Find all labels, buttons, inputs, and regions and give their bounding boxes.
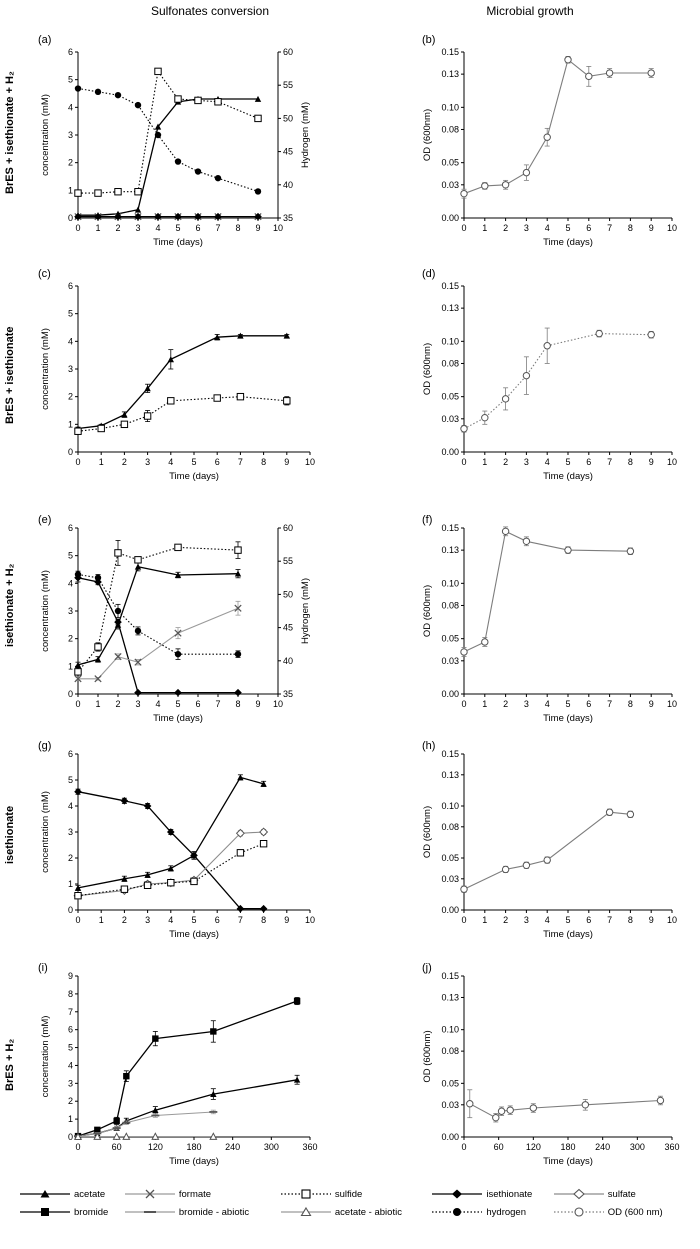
svg-text:0.10: 0.10 [441, 102, 459, 113]
svg-text:7: 7 [607, 699, 613, 709]
svg-text:3: 3 [67, 1078, 73, 1089]
svg-text:8: 8 [235, 699, 241, 709]
row-label-3: isethionate [4, 805, 16, 865]
svg-text:Time (days): Time (days) [153, 237, 203, 248]
svg-text:Time (days): Time (days) [169, 929, 219, 940]
row-label-0: BrES + isethionate + H₂ [4, 71, 16, 195]
svg-text:7: 7 [215, 223, 221, 233]
svg-text:0.08: 0.08 [441, 124, 459, 135]
svg-text:6: 6 [214, 915, 220, 925]
svg-text:8: 8 [261, 915, 267, 925]
svg-text:concentration (mM): concentration (mM) [40, 791, 51, 873]
svg-text:55: 55 [283, 556, 294, 567]
svg-text:60: 60 [493, 1142, 504, 1152]
svg-text:0: 0 [75, 223, 81, 233]
svg-text:0: 0 [67, 1132, 73, 1142]
svg-text:0.10: 0.10 [441, 801, 459, 811]
legend-symbol-isethionate [430, 1185, 486, 1203]
svg-text:60: 60 [283, 47, 294, 57]
svg-text:50: 50 [283, 589, 294, 600]
svg-text:concentration (mM): concentration (mM) [40, 328, 51, 410]
svg-text:0.00: 0.00 [441, 689, 459, 699]
legend-label-acetate: acetate [74, 1188, 106, 1200]
legend-label-formate: formate [178, 1188, 212, 1200]
svg-text:0: 0 [75, 1142, 81, 1152]
svg-text:0: 0 [75, 699, 81, 709]
legend-symbol-bromide [18, 1203, 74, 1221]
svg-text:2: 2 [67, 391, 73, 402]
svg-text:180: 180 [560, 1142, 576, 1152]
svg-text:0.05: 0.05 [441, 853, 459, 863]
svg-text:1: 1 [98, 915, 104, 925]
svg-text:0: 0 [461, 457, 467, 467]
legend-label-isethionate: isethionate [486, 1188, 533, 1200]
svg-text:300: 300 [263, 1142, 279, 1152]
svg-text:10: 10 [272, 699, 284, 709]
svg-text:Time (days): Time (days) [543, 929, 593, 940]
svg-text:0: 0 [461, 915, 467, 925]
svg-text:5: 5 [191, 457, 197, 467]
svg-text:40: 40 [283, 179, 294, 190]
svg-text:55: 55 [283, 80, 294, 91]
svg-text:9: 9 [67, 971, 73, 981]
legend-label-sulfide: sulfide [334, 1188, 363, 1200]
svg-text:OD (600nm): OD (600nm) [422, 108, 433, 162]
svg-text:360: 360 [302, 1142, 318, 1152]
row-label-1: BrES + isethionate [4, 326, 16, 424]
svg-text:1: 1 [98, 457, 104, 467]
svg-text:0.03: 0.03 [441, 413, 459, 424]
svg-text:6: 6 [586, 699, 592, 709]
chart-panel-b [418, 42, 686, 252]
row-label-4: BrES + H₂ [4, 1038, 16, 1092]
panel-letter-j: (j) [422, 962, 432, 974]
svg-text:2: 2 [67, 1096, 73, 1107]
svg-text:Hydrogen (mM): Hydrogen (mM) [300, 578, 311, 644]
svg-text:5: 5 [67, 308, 73, 319]
svg-text:0.13: 0.13 [441, 992, 459, 1003]
legend-symbol-acetate-abiotic [279, 1203, 335, 1221]
legend-label-hydrogen: hydrogen [486, 1206, 526, 1218]
svg-text:2: 2 [503, 699, 509, 709]
svg-text:10: 10 [666, 223, 678, 233]
svg-text:Time (days): Time (days) [169, 471, 219, 482]
svg-text:6: 6 [67, 523, 73, 533]
svg-text:2: 2 [115, 223, 121, 233]
svg-text:360: 360 [664, 1142, 680, 1152]
svg-text:0.10: 0.10 [441, 1024, 459, 1035]
svg-text:6: 6 [214, 457, 220, 467]
chart-panel-g [34, 744, 324, 944]
panel-letter-b: (b) [422, 34, 436, 46]
svg-text:3: 3 [145, 457, 151, 467]
svg-text:4: 4 [67, 801, 73, 811]
svg-text:0: 0 [461, 1142, 467, 1152]
svg-text:50: 50 [283, 113, 294, 124]
svg-text:40: 40 [283, 655, 294, 666]
svg-text:0.05: 0.05 [441, 633, 459, 644]
svg-text:0: 0 [67, 905, 73, 915]
svg-text:2: 2 [67, 157, 73, 168]
svg-text:5: 5 [565, 457, 571, 467]
column-title-left: Sulfonates conversion [150, 4, 270, 18]
svg-text:8: 8 [627, 223, 633, 233]
svg-text:8: 8 [235, 223, 241, 233]
svg-text:0.00: 0.00 [441, 905, 459, 915]
svg-text:4: 4 [544, 915, 550, 925]
svg-text:2: 2 [121, 915, 127, 925]
svg-text:7: 7 [607, 915, 613, 925]
svg-text:1: 1 [95, 223, 101, 233]
svg-text:3: 3 [523, 915, 529, 925]
svg-text:8: 8 [261, 457, 267, 467]
chart-panel-h [418, 744, 686, 944]
svg-text:0.08: 0.08 [441, 358, 459, 369]
svg-text:6: 6 [67, 1024, 73, 1035]
panel-letter-d: (d) [422, 268, 436, 280]
svg-text:5: 5 [67, 550, 73, 561]
svg-text:120: 120 [147, 1142, 163, 1152]
svg-text:0.00: 0.00 [441, 447, 459, 457]
panel-letter-e: (e) [38, 514, 52, 526]
svg-text:0: 0 [461, 699, 467, 709]
svg-text:5: 5 [175, 223, 181, 233]
svg-text:0.03: 0.03 [441, 1099, 459, 1110]
svg-text:45: 45 [283, 146, 294, 157]
svg-text:Hydrogen (mM): Hydrogen (mM) [300, 102, 311, 168]
svg-text:1: 1 [67, 1114, 73, 1125]
svg-text:7: 7 [607, 457, 613, 467]
svg-text:0.05: 0.05 [441, 157, 459, 168]
svg-text:0.13: 0.13 [441, 303, 459, 314]
panel-letter-a: (a) [38, 34, 52, 46]
chart-panel-d [418, 276, 686, 486]
svg-text:5: 5 [565, 699, 571, 709]
svg-text:3: 3 [67, 130, 73, 140]
svg-text:4: 4 [67, 578, 73, 589]
svg-text:1: 1 [67, 879, 73, 889]
svg-text:9: 9 [284, 457, 290, 467]
legend-label-acetate-abiotic: acetate - abiotic [334, 1206, 402, 1218]
svg-text:0.08: 0.08 [441, 821, 459, 832]
svg-text:60: 60 [283, 523, 294, 533]
svg-text:7: 7 [237, 457, 243, 467]
legend-label-sulfate: sulfate [607, 1188, 636, 1200]
svg-text:10: 10 [666, 457, 678, 467]
svg-text:60: 60 [111, 1142, 122, 1152]
svg-text:Time (days): Time (days) [169, 1156, 219, 1167]
svg-text:0: 0 [67, 213, 73, 223]
legend-label-od: OD (600 nm) [607, 1206, 663, 1218]
svg-text:10: 10 [666, 699, 678, 709]
svg-text:2: 2 [503, 223, 509, 233]
svg-text:2: 2 [67, 853, 73, 863]
svg-text:6: 6 [67, 47, 73, 57]
svg-text:6: 6 [195, 699, 201, 709]
svg-text:6: 6 [67, 749, 73, 759]
svg-text:5: 5 [67, 1042, 73, 1053]
svg-text:6: 6 [195, 223, 201, 233]
chart-panel-f [418, 518, 686, 728]
svg-text:Time (days): Time (days) [543, 1156, 593, 1167]
svg-text:9: 9 [648, 223, 654, 233]
svg-text:9: 9 [255, 699, 261, 709]
svg-text:240: 240 [225, 1142, 241, 1152]
svg-text:8: 8 [627, 457, 633, 467]
svg-text:7: 7 [215, 699, 221, 709]
svg-text:OD (600nm): OD (600nm) [422, 584, 433, 638]
svg-text:0.08: 0.08 [441, 600, 459, 611]
legend-symbol-sulfide [279, 1185, 335, 1203]
svg-text:Time (days): Time (days) [153, 713, 203, 724]
panel-letter-g: (g) [38, 740, 52, 752]
svg-text:8: 8 [67, 988, 73, 999]
svg-text:9: 9 [648, 699, 654, 709]
svg-text:10: 10 [304, 457, 316, 467]
panel-letter-i: (i) [38, 962, 48, 974]
svg-text:3: 3 [67, 364, 73, 374]
svg-text:0.00: 0.00 [441, 1132, 459, 1142]
svg-text:2: 2 [115, 699, 121, 709]
svg-text:9: 9 [648, 915, 654, 925]
svg-text:2: 2 [503, 457, 509, 467]
legend-symbol-sulfate [552, 1185, 608, 1203]
svg-text:5: 5 [67, 74, 73, 85]
svg-text:1: 1 [95, 699, 101, 709]
svg-text:OD (600nm): OD (600nm) [422, 805, 433, 859]
panel-letter-c: (c) [38, 268, 51, 280]
svg-text:Time (days): Time (days) [543, 471, 593, 482]
legend-label-bromide: bromide [74, 1206, 109, 1218]
svg-text:OD (600nm): OD (600nm) [422, 1030, 433, 1083]
legend-symbol-acetate [18, 1185, 74, 1203]
svg-text:10: 10 [304, 915, 316, 925]
svg-text:0: 0 [67, 689, 73, 699]
svg-text:4: 4 [67, 102, 73, 113]
panel-letter-h: (h) [422, 740, 436, 752]
svg-text:1: 1 [67, 185, 73, 196]
svg-text:4: 4 [67, 1060, 73, 1071]
svg-text:3: 3 [135, 223, 141, 233]
svg-text:3: 3 [145, 915, 151, 925]
panel-letter-f: (f) [422, 514, 433, 526]
svg-text:7: 7 [67, 1006, 73, 1017]
svg-text:9: 9 [284, 915, 290, 925]
svg-text:0.13: 0.13 [441, 69, 459, 80]
svg-text:5: 5 [565, 223, 571, 233]
svg-text:0.03: 0.03 [441, 179, 459, 190]
svg-text:0.05: 0.05 [441, 391, 459, 402]
svg-text:4: 4 [544, 699, 550, 709]
svg-text:240: 240 [595, 1142, 611, 1152]
svg-text:6: 6 [586, 223, 592, 233]
svg-text:4: 4 [155, 699, 161, 709]
svg-text:0.05: 0.05 [441, 1078, 459, 1089]
svg-text:1: 1 [482, 223, 488, 233]
svg-text:1: 1 [482, 457, 488, 467]
chart-panel-j [418, 966, 686, 1171]
legend [18, 1185, 686, 1221]
svg-text:Time (days): Time (days) [543, 713, 593, 724]
svg-text:8: 8 [627, 915, 633, 925]
svg-text:45: 45 [283, 622, 294, 633]
svg-text:3: 3 [67, 827, 73, 837]
svg-text:6: 6 [67, 281, 73, 291]
svg-text:5: 5 [191, 915, 197, 925]
svg-text:10: 10 [666, 915, 678, 925]
svg-text:7: 7 [237, 915, 243, 925]
svg-text:120: 120 [525, 1142, 541, 1152]
svg-text:9: 9 [648, 457, 654, 467]
svg-text:3: 3 [523, 223, 529, 233]
svg-text:0.03: 0.03 [441, 655, 459, 666]
svg-text:9: 9 [255, 223, 261, 233]
svg-text:4: 4 [67, 336, 73, 347]
legend-symbol-od [552, 1203, 608, 1221]
svg-text:4: 4 [168, 457, 174, 467]
svg-text:1: 1 [67, 419, 73, 430]
svg-text:0.10: 0.10 [441, 578, 459, 589]
svg-text:4: 4 [544, 223, 550, 233]
chart-panel-c [34, 276, 324, 486]
svg-text:0.15: 0.15 [441, 749, 459, 759]
svg-text:10: 10 [272, 223, 284, 233]
svg-text:2: 2 [503, 915, 509, 925]
svg-text:0.15: 0.15 [441, 281, 459, 291]
svg-text:Time (days): Time (days) [543, 237, 593, 248]
chart-panel-i [34, 966, 324, 1171]
svg-text:OD (600nm): OD (600nm) [422, 342, 433, 396]
svg-text:5: 5 [565, 915, 571, 925]
svg-text:3: 3 [523, 699, 529, 709]
chart-panel-a [34, 42, 324, 252]
svg-text:0.13: 0.13 [441, 545, 459, 556]
svg-text:0.03: 0.03 [441, 873, 459, 884]
svg-text:1: 1 [482, 915, 488, 925]
svg-text:8: 8 [627, 699, 633, 709]
svg-text:4: 4 [168, 915, 174, 925]
svg-text:0.08: 0.08 [441, 1046, 459, 1057]
legend-symbol-bromide-abiotic [123, 1203, 179, 1221]
svg-text:3: 3 [67, 606, 73, 616]
legend-label-bromide-abiotic: bromide - abiotic [178, 1206, 250, 1218]
legend-symbol-hydrogen [430, 1203, 486, 1221]
row-label-2: isethionate + H₂ [4, 563, 16, 647]
svg-text:0.15: 0.15 [441, 47, 459, 57]
svg-text:35: 35 [283, 213, 294, 223]
svg-text:35: 35 [283, 689, 294, 699]
svg-text:concentration (mM): concentration (mM) [40, 1015, 51, 1098]
svg-text:0: 0 [75, 915, 81, 925]
svg-text:0: 0 [461, 223, 467, 233]
svg-text:3: 3 [135, 699, 141, 709]
svg-text:6: 6 [586, 915, 592, 925]
svg-text:4: 4 [544, 457, 550, 467]
svg-text:2: 2 [67, 633, 73, 644]
svg-text:0.10: 0.10 [441, 336, 459, 347]
svg-text:5: 5 [175, 699, 181, 709]
svg-text:6: 6 [586, 457, 592, 467]
svg-text:concentration (mM): concentration (mM) [40, 94, 51, 176]
svg-text:0.13: 0.13 [441, 769, 459, 780]
legend-symbol-formate [123, 1185, 179, 1203]
svg-text:3: 3 [523, 457, 529, 467]
chart-panel-e [34, 518, 324, 728]
svg-text:1: 1 [67, 661, 73, 672]
column-title-right: Microbial growth [486, 4, 574, 18]
svg-text:concentration (mM): concentration (mM) [40, 570, 51, 652]
svg-text:180: 180 [186, 1142, 202, 1152]
svg-text:1: 1 [482, 699, 488, 709]
svg-text:0.15: 0.15 [441, 971, 459, 981]
svg-text:2: 2 [121, 457, 127, 467]
svg-text:5: 5 [67, 775, 73, 785]
svg-text:0: 0 [67, 447, 73, 457]
svg-text:0: 0 [75, 457, 81, 467]
svg-text:0.15: 0.15 [441, 523, 459, 533]
svg-text:7: 7 [607, 223, 613, 233]
svg-text:300: 300 [629, 1142, 645, 1152]
svg-text:4: 4 [155, 223, 161, 233]
svg-text:0.00: 0.00 [441, 213, 459, 223]
